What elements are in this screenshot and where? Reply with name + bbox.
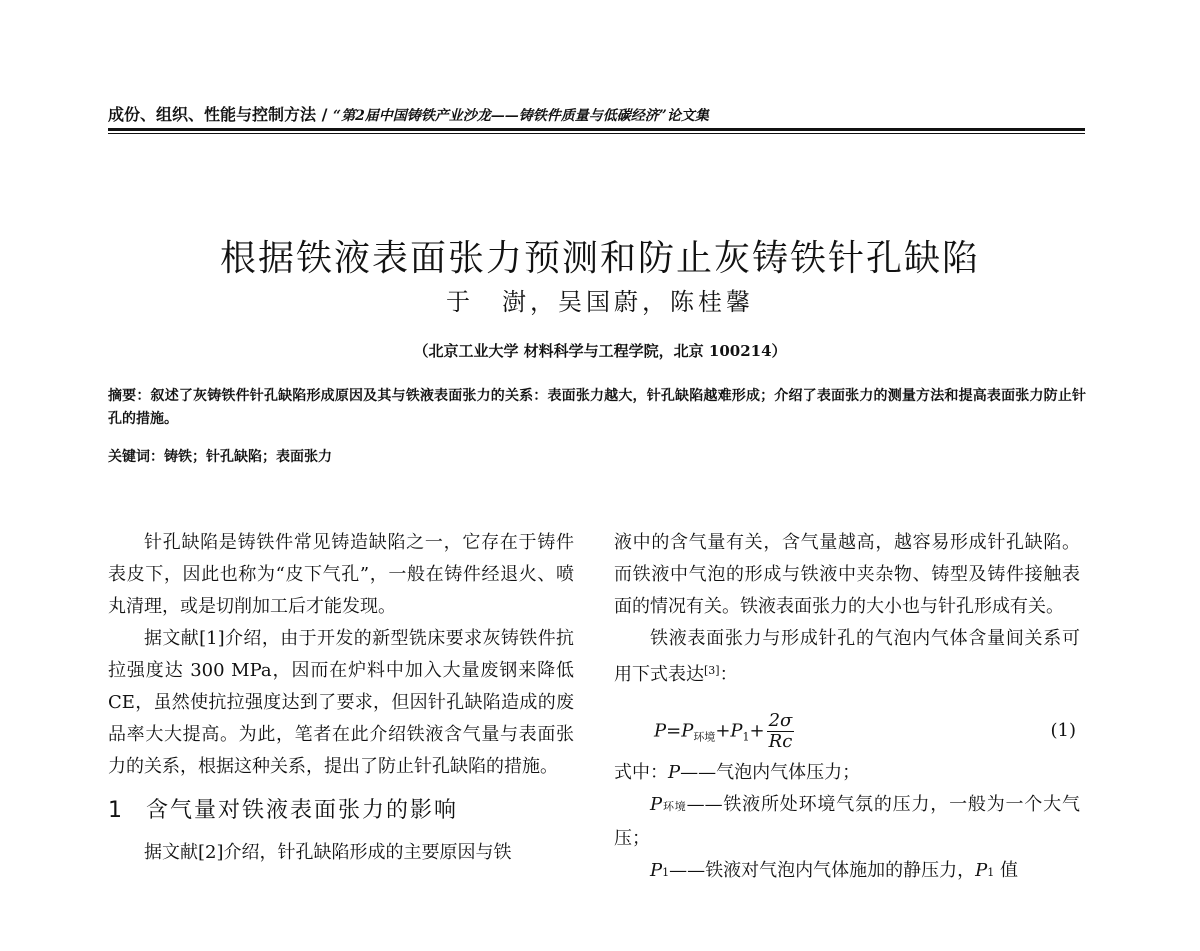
right-paragraph-1: 液中的含气量有关，含气量越高，越容易形成针孔缺陷。而铁液中气泡的形成与铁液中夹杂物、铸型及铸件接触表面的情况有关。铁液表面张力的大小也与针孔形成有关。 [614, 532, 1080, 617]
right-column [614, 527, 1080, 889]
abstract: 摘要：叙述了灰铸铁件针孔缺陷形成原因及其与铁液表面张力的关系：表面张力越大，针孔缺陷越难形成；介绍了表面张力的测量方法和提高表面张力防止针孔的措施。 [108, 388, 1086, 427]
authors: 于 澍，吴国蔚，陈桂馨 [446, 288, 754, 316]
equation-number: (1) [1050, 720, 1076, 741]
def-p-term: P [668, 762, 681, 783]
eq-sub-env: 环境 [693, 730, 716, 744]
proceedings-title: “第2届中国铸铁产业沙龙——铸铁件质量与低碳经济”论文集 [333, 108, 709, 124]
equation-body [654, 711, 794, 754]
header-rule-thin [108, 133, 1085, 134]
right-paragraph-2-text: 铁液表面张力与形成针孔的气泡内气体含量间关系可用下式表达 [614, 628, 1080, 685]
def-penv [614, 789, 1080, 855]
header-separator: / [321, 105, 328, 124]
series-title: 成份、组织、性能与控制方法 [108, 105, 317, 124]
def-p1-tail-text: 值 [994, 860, 1018, 881]
left-paragraph-3: 据文献[2]介绍，针孔缺陷形成的主要原因与铁 [144, 842, 512, 863]
left-paragraph-2: 据文献[1]介绍，由于开发的新型铣床要求灰铸铁件抗拉强度达 300 MPa，因而在炉料中加入大量废钢来降低 CE，虽然使抗拉强度达到了要求，但因针孔缺陷造成的废品率大大提高。为此，笔者在此介绍铁液含气量与表面张力的关系，根据这种关系，提出了防止针孔缺陷的措施。 [108, 628, 574, 777]
eq-plus-p1: +P [715, 720, 743, 742]
citation-3: [3] [704, 664, 720, 677]
def-p1-tail-sub: 1 [987, 866, 995, 879]
def-p1 [614, 855, 1080, 889]
where-label: 式中： [614, 762, 668, 783]
def-penv-term: P [650, 794, 663, 815]
def-penv-sub: 环境 [662, 800, 687, 813]
eq-lhs: P=P [654, 720, 694, 742]
running-head [108, 102, 1088, 125]
section-title: 含气量对铁液表面张力的影响 [146, 798, 459, 823]
header-rule-thick [108, 128, 1085, 131]
def-p1-text: ——铁液对气泡内气体施加的静压力， [669, 860, 976, 881]
left-column [108, 527, 574, 869]
def-penv-text: ——铁液所处环境气氛的压力，一般为一个大气压； [614, 794, 1080, 849]
def-p-text: ——气泡内气体压力； [680, 762, 861, 783]
keywords: 关键词：铸铁；针孔缺陷；表面张力 [108, 449, 332, 465]
def-p [614, 757, 1080, 789]
section-number: 1 [108, 798, 124, 823]
eq-numerator: 2σ [768, 710, 793, 731]
right-paragraph-2-end: ： [719, 664, 738, 685]
equation-1 [614, 701, 1080, 751]
eq-sub-1: 1 [742, 730, 750, 744]
def-p1-term: P [650, 860, 663, 881]
def-p1-tail-term: P [975, 860, 988, 881]
eq-fraction [767, 711, 795, 752]
paper-title: 根据铁液表面张力预测和防止灰铸铁针孔缺陷 [219, 238, 980, 280]
affiliation: （北京工业大学 材料科学与工程学院，北京 100214） [413, 342, 787, 360]
left-paragraph-1: 针孔缺陷是铸铁件常见铸造缺陷之一，它存在于铸件表皮下，因此也称为“皮下气孔”，一般在铸件经退火、喷丸清理，或是切削加工后才能发现。 [108, 532, 574, 617]
eq-denominator: Rc [768, 731, 793, 752]
section-heading [108, 795, 574, 827]
def-p1-sub: 1 [662, 866, 670, 879]
eq-plus: + [749, 720, 765, 742]
right-paragraph-2 [614, 623, 1080, 691]
definitions [614, 757, 1080, 889]
